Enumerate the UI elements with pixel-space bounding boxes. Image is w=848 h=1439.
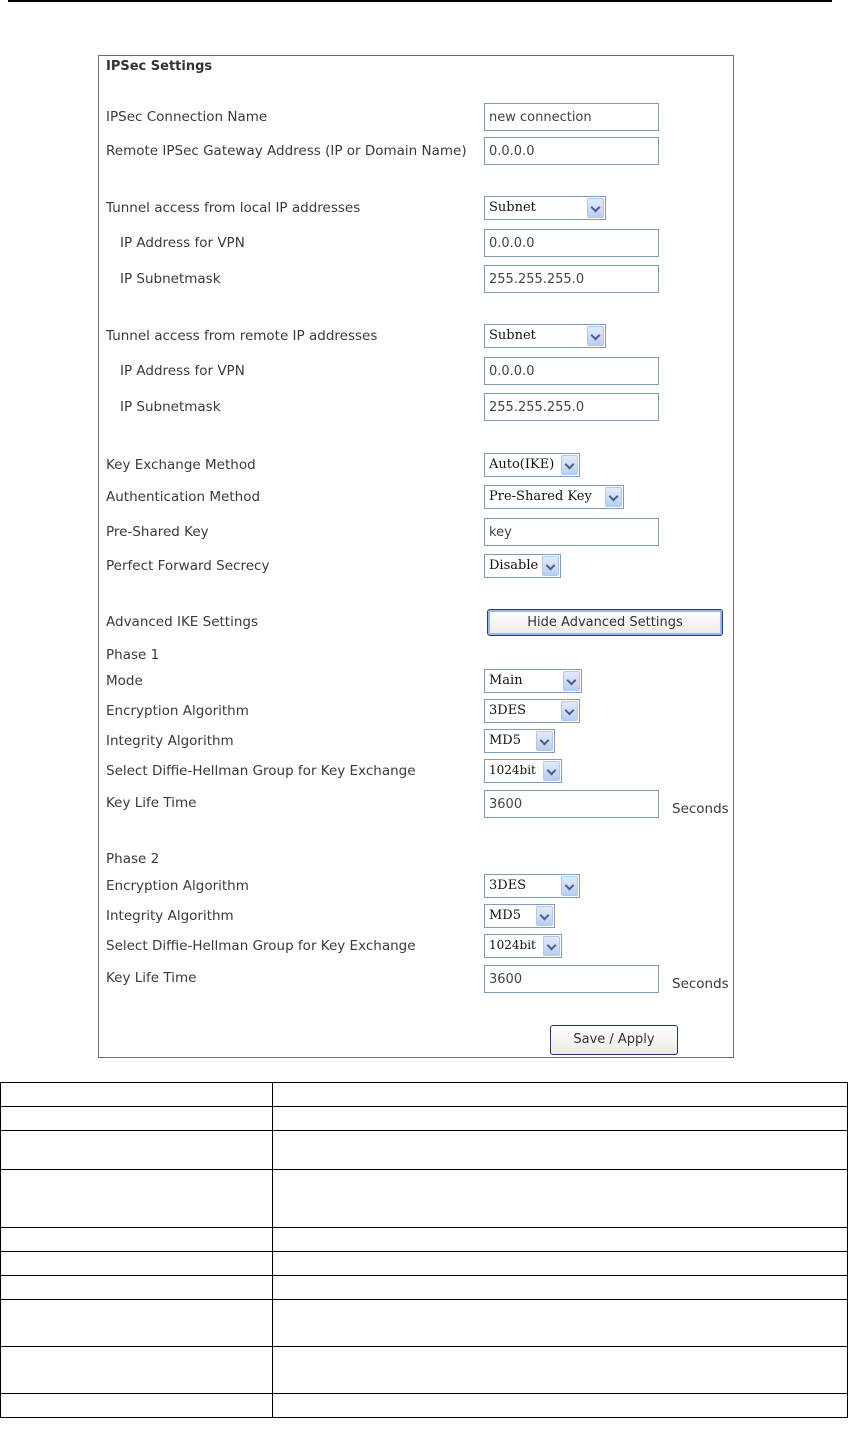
phase1-dh-value: 1024bit	[489, 763, 536, 777]
key-exchange-value: Auto(IKE)	[489, 457, 555, 472]
key-exchange-select[interactable]	[484, 453, 580, 477]
phase1-dh-label: Select Diffie-Hellman Group for Key Exchange	[106, 763, 416, 779]
chevron-down-icon	[587, 198, 604, 218]
phase1-encryption-select[interactable]	[484, 699, 580, 723]
phase2-keylife-input[interactable]	[484, 965, 659, 993]
phase1-dh-select[interactable]	[484, 759, 562, 783]
chevron-down-icon	[587, 326, 604, 346]
remote-access-select[interactable]	[484, 324, 606, 348]
table-row	[1, 1252, 848, 1276]
phase1-mode-label: Mode	[106, 673, 143, 689]
remote-access-label: Tunnel access from remote IP addresses	[106, 328, 378, 344]
chevron-down-icon	[536, 731, 553, 751]
remote-ip-input[interactable]	[484, 357, 659, 385]
phase2-encryption-label: Encryption Algorithm	[106, 878, 249, 894]
table-row	[1, 1276, 848, 1300]
remote-mask-input[interactable]	[484, 393, 659, 421]
page-top-rule	[8, 0, 832, 2]
table-row	[1, 1131, 848, 1170]
auth-method-select[interactable]	[484, 485, 624, 509]
remote-access-value: Subnet	[489, 328, 536, 343]
remote-gateway-input[interactable]	[484, 137, 659, 165]
local-mask-input[interactable]	[484, 265, 659, 293]
phase2-keylife-unit: Seconds	[672, 976, 729, 992]
phase2-encryption-select[interactable]	[484, 874, 580, 898]
panel-title: IPSec Settings	[106, 59, 213, 74]
phase1-integrity-value: MD5	[489, 733, 522, 748]
phase1-keylife-label: Key Life Time	[106, 795, 197, 811]
table-row	[1, 1300, 848, 1347]
chevron-down-icon	[561, 455, 578, 475]
pfs-select[interactable]	[484, 554, 561, 578]
chevron-down-icon	[536, 906, 553, 926]
local-access-select[interactable]	[484, 196, 606, 220]
table-row	[1, 1083, 848, 1107]
chevron-down-icon	[543, 761, 560, 781]
description-table	[0, 1082, 848, 1418]
connection-name-label: IPSec Connection Name	[106, 109, 268, 125]
phase2-dh-value: 1024bit	[489, 938, 536, 952]
phase1-encryption-label: Encryption Algorithm	[106, 703, 249, 719]
local-access-value: Subnet	[489, 200, 536, 215]
psk-label: Pre-Shared Key	[106, 524, 209, 540]
connection-name-input[interactable]	[484, 103, 659, 131]
phase2-keylife-label: Key Life Time	[106, 970, 197, 986]
phase2-encryption-value: 3DES	[489, 878, 527, 893]
chevron-down-icon	[561, 701, 578, 721]
phase2-integrity-select[interactable]	[484, 904, 555, 928]
phase1-keylife-unit: Seconds	[672, 801, 729, 817]
phase2-heading: Phase 2	[106, 851, 160, 867]
remote-ip-label: IP Address for VPN	[120, 363, 245, 379]
remote-mask-label: IP Subnetmask	[120, 399, 221, 415]
table-row	[1, 1228, 848, 1252]
auth-method-value: Pre-Shared Key	[489, 489, 592, 504]
phase1-integrity-label: Integrity Algorithm	[106, 733, 234, 749]
advanced-ike-label: Advanced IKE Settings	[106, 614, 259, 630]
hide-advanced-settings-button[interactable]: Hide Advanced Settings	[487, 609, 723, 636]
phase2-dh-label: Select Diffie-Hellman Group for Key Exchange	[106, 938, 416, 954]
chevron-down-icon	[563, 671, 580, 691]
pfs-label: Perfect Forward Secrecy	[106, 558, 270, 574]
chevron-down-icon	[543, 936, 560, 956]
phase2-integrity-label: Integrity Algorithm	[106, 908, 234, 924]
phase2-dh-select[interactable]	[484, 934, 562, 958]
chevron-down-icon	[605, 487, 622, 507]
table-row	[1, 1394, 848, 1418]
pfs-value: Disable	[489, 558, 539, 573]
psk-input[interactable]	[484, 518, 659, 546]
table-row	[1, 1170, 848, 1228]
remote-gateway-label: Remote IPSec Gateway Address (IP or Domain Name)	[106, 143, 467, 159]
local-ip-label: IP Address for VPN	[120, 235, 245, 251]
local-ip-input[interactable]	[484, 229, 659, 257]
chevron-down-icon	[542, 556, 559, 576]
key-exchange-label: Key Exchange Method	[106, 457, 256, 473]
table-row	[1, 1347, 848, 1394]
phase2-integrity-value: MD5	[489, 908, 522, 923]
save-apply-button[interactable]: Save / Apply	[550, 1025, 678, 1055]
phase1-integrity-select[interactable]	[484, 729, 555, 753]
table-row	[1, 1107, 848, 1131]
phase1-heading: Phase 1	[106, 647, 160, 663]
chevron-down-icon	[561, 876, 578, 896]
auth-method-label: Authentication Method	[106, 489, 261, 505]
phase1-encryption-value: 3DES	[489, 703, 527, 718]
phase1-mode-select[interactable]	[484, 669, 582, 693]
phase1-keylife-input[interactable]	[484, 790, 659, 818]
local-mask-label: IP Subnetmask	[120, 271, 221, 287]
local-access-label: Tunnel access from local IP addresses	[106, 200, 361, 216]
phase1-mode-value: Main	[489, 673, 523, 688]
